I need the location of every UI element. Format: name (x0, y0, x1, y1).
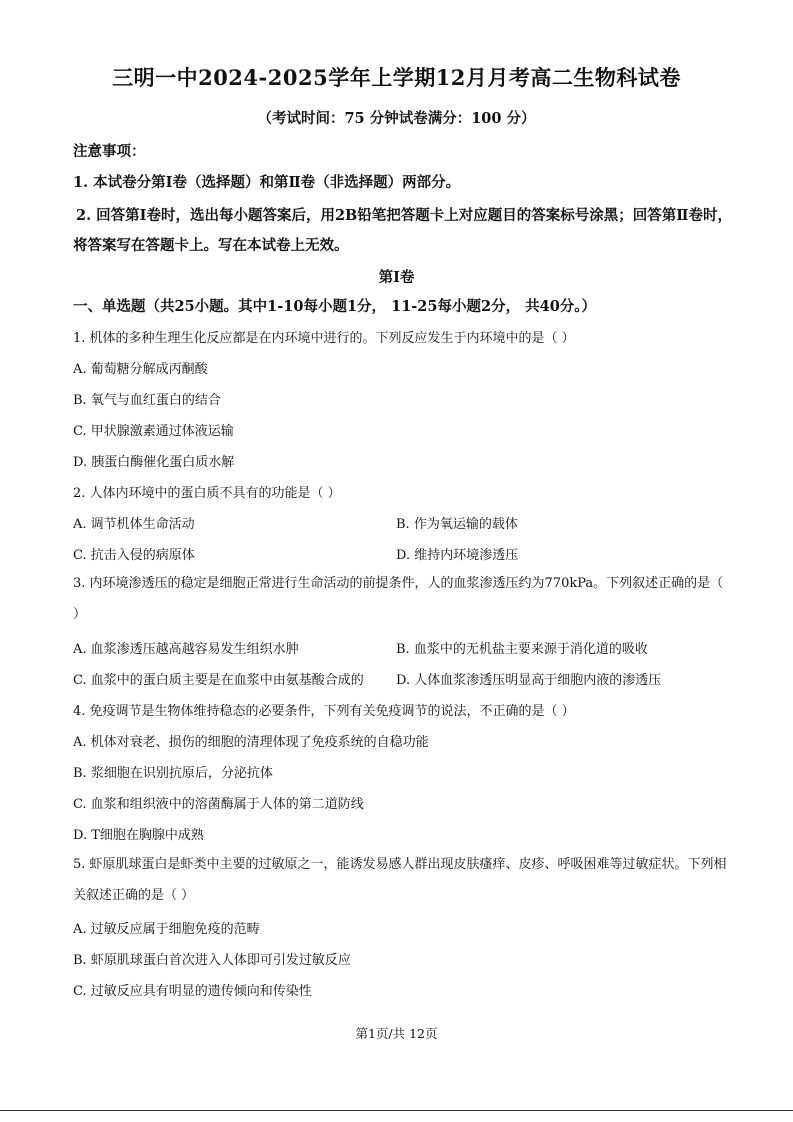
option-b: B. 血浆中的无机盐主要来源于消化道的吸收 (396, 642, 648, 657)
option-d: D. 人体血浆渗透压明显高于细胞内液的渗透压 (396, 673, 662, 688)
option-a: A. 调节机体生命活动 (73, 517, 195, 532)
option-c: C. 血浆和组织液中的溶菌酶属于人体的第二道防线 (73, 797, 364, 812)
note-item-1: 1. 本试卷分第Ⅰ卷（选择题）和第Ⅱ卷（非选择题）两部分。 (73, 174, 461, 191)
option-b: B. 虾原肌球蛋白首次进入人体即可引发过敏反应 (73, 953, 351, 968)
option-c: C. 甲状腺激素通过体液运输 (73, 424, 234, 439)
page-title: 三明一中2024-2025学年上学期12月月考高二生物科试卷 (112, 65, 681, 90)
question-stem: 3. 内环境渗透压的稳定是细胞正常进行生命活动的前提条件，人的血浆渗透压约为770kPa。下列叙述正确的是（ ） (73, 576, 724, 622)
section-title: 第Ⅰ卷 (378, 269, 415, 286)
option-d: D. 胰蛋白酶催化蛋白质水解 (73, 455, 235, 470)
page-number: 第1页/共 12页 (355, 1026, 438, 1041)
question-stem: 4. 免疫调节是生物体维持稳态的必要条件，下列有关免疫调节的说法，不正确的是（ ） (73, 704, 575, 719)
option-c: C. 抗击入侵的病原体 (73, 548, 195, 563)
exam-info: （考试时间：75 分钟试卷满分：100 分） (257, 110, 536, 127)
option-a: A. 机体对衰老、损伤的细胞的清理体现了免疫系统的自稳功能 (73, 735, 429, 750)
question-stem: 2. 人体内环境中的蛋白质不具有的功能是（ ） (73, 486, 341, 501)
option-c: C. 过敏反应具有明显的遗传倾向和传染性 (73, 984, 312, 999)
option-b: B. 氧气与血红蛋白的结合 (73, 393, 221, 408)
option-b: B. 浆细胞在识别抗原后，分泌抗体 (73, 766, 273, 781)
note-item-2: 2. 回答第Ⅰ卷时，选出每小题答案后，用2B铅笔把答题卡上对应题目的答案标号涂黑；回答第Ⅱ卷时，将答案写在答题卡上。写在本试卷上无效。 (73, 207, 733, 254)
question-stem: 1. 机体的多种生理生化反应都是在内环境中进行的。下列反应发生于内环境中的是（ ） (73, 331, 575, 346)
option-d: D. 维持内环境渗透压 (396, 548, 519, 563)
option-a: A. 葡萄糖分解成丙酮酸 (73, 362, 208, 377)
notes-heading: 注意事项： (73, 143, 146, 160)
option-a: A. 过敏反应属于细胞免疫的范畴 (73, 922, 260, 937)
page-bottom-border (0, 1110, 793, 1111)
option-d: D. T细胞在胸腺中成熟 (73, 828, 204, 843)
option-c: C. 血浆中的蛋白质主要是在血浆中由氨基酸合成的 (73, 673, 364, 688)
option-a: A. 血浆渗透压越高越容易发生组织水肿 (73, 642, 299, 657)
question-stem: 5. 虾原肌球蛋白是虾类中主要的过敏原之一，能诱发易感人群出现皮肤瘙痒、皮疹、呼吸困难等过敏症状。下列相关叙述正确的是（ ） (73, 857, 727, 903)
section-instructions: 一、单选题（共25小题。其中1-10每小题1分， 11-25每小题2分， 共40分。） (73, 298, 597, 315)
option-b: B. 作为氧运输的载体 (396, 517, 518, 532)
